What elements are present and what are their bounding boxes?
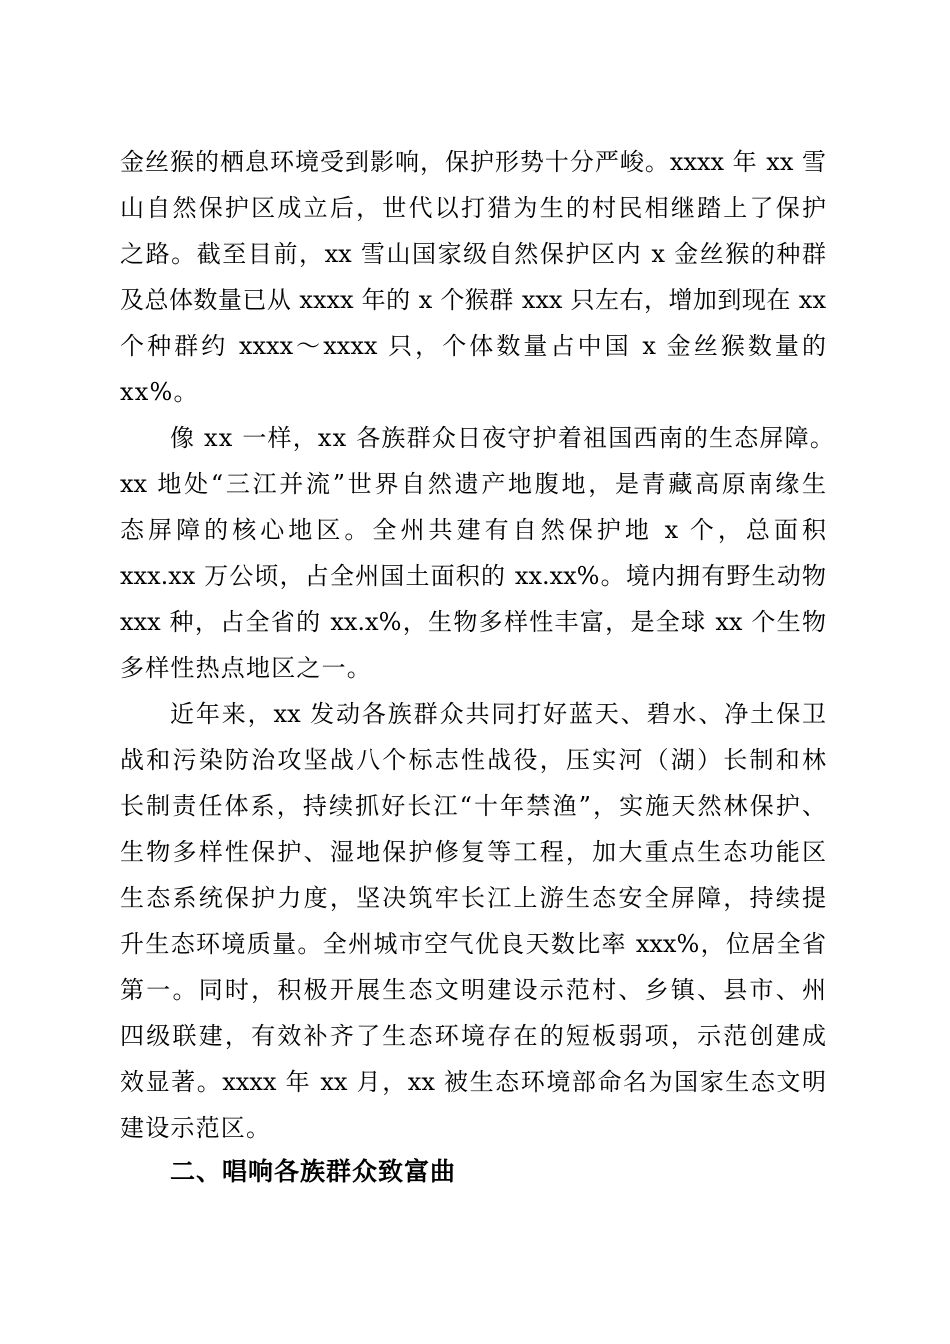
text-line: 山自然保护区成立后，世代以打猎为生的村民相继踏上了保护 [120, 194, 826, 222]
text-line: 长制责任体系，持续抓好长江“十年禁渔”，实施天然林保护、 [120, 792, 826, 820]
text-line: xx 地处“三江并流”世界自然遗产地腹地，是青藏高原南缘生 [120, 470, 826, 498]
text-line: 四级联建，有效补齐了生态环境存在的短板弱项，示范创建成 [120, 1022, 826, 1050]
text-line: 之路。截至目前，xx 雪山国家级自然保护区内 x 金丝猴的种群 [120, 240, 826, 268]
text-line: 金丝猴的栖息环境受到影响，保护形势十分严峻。xxxx 年 xx 雪 [120, 148, 826, 176]
text-line: 第一。同时，积极开展生态文明建设示范村、乡镇、县市、州 [120, 976, 826, 1004]
text-line: 生物多样性保护、湿地保护修复等工程，加大重点生态功能区 [120, 838, 826, 866]
text-line: xx%。 [120, 378, 199, 406]
text-line: 多样性热点地区之一。 [120, 654, 372, 682]
text-line: 升生态环境质量。全州城市空气优良天数比率 xxx%，位居全省 [120, 930, 826, 958]
text-line: 像 xx 一样，xx 各族群众日夜守护着祖国西南的生态屏障。 [170, 424, 836, 452]
text-line: 个种群约 xxxx～xxxx 只，个体数量占中国 x 金丝猴数量的 [120, 332, 826, 360]
text-line: 态屏障的核心地区。全州共建有自然保护地 x 个，总面积 [120, 516, 826, 544]
text-line: 近年来，xx 发动各族群众共同打好蓝天、碧水、净土保卫 [170, 700, 826, 728]
section-heading: 二、唱响各族群众致富曲 [170, 1157, 457, 1186]
text-line: 生态系统保护力度，坚决筑牢长江上游生态安全屏障，持续提 [120, 884, 826, 912]
text-line: xxx 种，占全省的 xx.x%，生物多样性丰富，是全球 xx 个生物 [120, 608, 826, 636]
text-line: 建设示范区。 [120, 1114, 272, 1142]
text-line: 战和污染防治攻坚战八个标志性战役，压实河（湖）长制和林 [120, 746, 826, 774]
text-line: 效显著。xxxx 年 xx 月，xx 被生态环境部命名为国家生态文明 [120, 1068, 826, 1096]
text-line: 及总体数量已从 xxxx 年的 x 个猴群 xxx 只左右，增加到现在 xx [120, 286, 826, 314]
text-line: xxx.xx 万公顷，占全州国土面积的 xx.xx%。境内拥有野生动物 [120, 562, 826, 590]
